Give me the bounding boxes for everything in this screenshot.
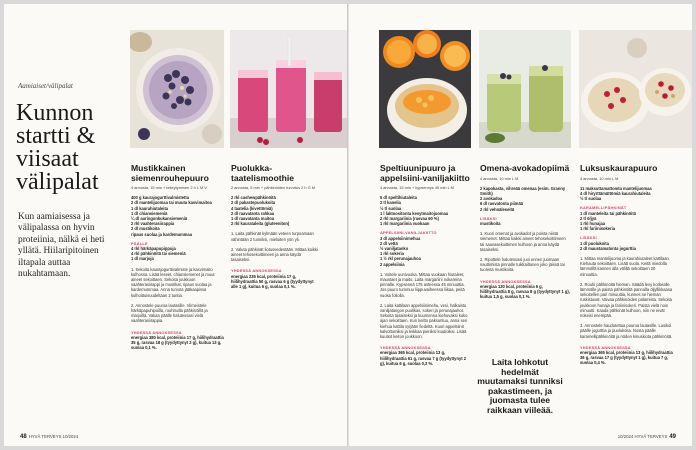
- magazine-spread: [4, 4, 692, 446]
- ingredient: 2 dl pakastepuolukoita: [231, 200, 276, 206]
- subheading: LISÄKSI: [480, 215, 497, 221]
- pull-quote: Laita lohkotut hedelmät muutamaksi tunniksi pakastimeen, ja juomasta tulee raikkaan viileää.: [477, 357, 563, 415]
- ingredient-list: [580, 241, 674, 251]
- hero-line: startti &: [16, 123, 96, 149]
- nutrition-heading: YHDESSÄ ANNOKSESSA: [480, 278, 531, 284]
- subheading: PÄÄLLE: [131, 240, 148, 246]
- left-page: [4, 4, 347, 446]
- ingredient-list: [231, 195, 321, 226]
- hero-line: välipalat: [16, 169, 99, 195]
- ingredient-list: [131, 246, 225, 262]
- ingredient: 2 tl kanelia: [380, 200, 401, 206]
- hero-title: [16, 102, 124, 194]
- ingredient: 1 rkl sokeria: [380, 251, 404, 257]
- ingredient: 1 dl kaurahiutaleita: [131, 205, 169, 211]
- recipe-step: 2. Annostele puuroa lautasille. Viimeistele härkäpapuhipuilla, rouhituilla pähkinöillä ja marjoilla. Valuta päälle halutessasi vielä vaahterasiirappia.: [131, 302, 208, 324]
- lingonberry-smoothie-photo: [230, 30, 347, 148]
- ingredient: 2 dl mantelijuomaa tai muuta kasvimaitoa: [131, 200, 212, 206]
- recipe-meta: 4 annosta, 15 min + kypsennys 45 min L M: [380, 185, 454, 190]
- ingredient-list: [480, 221, 570, 226]
- intro-text: Kun aamiaisessa ja välipalassa on hyvin proteiinia, nälkä ei heti yllätä. Hiilaripitoinen iltapala auttaa nukahtamaan.: [18, 212, 105, 280]
- ingredient: 3 dl appelsiinimehua: [380, 235, 421, 241]
- nutrition-values: energiaa 365 kcal, proteiinia 13 g, hiilihydraattia 36 g, rasvaa 17 g (tyydyttynyt 1 g), kuitua 7 g, suolaa 0,4 %.: [580, 349, 673, 366]
- ingredient: 4 taatelia (kivettömiä): [231, 205, 273, 211]
- blueberry-porridge-photo: [130, 30, 224, 148]
- recipe-blueberry-porridge: [131, 164, 225, 350]
- ingredient: 4 rkl pähkinöitä tai siemeniä: [131, 251, 186, 257]
- recipe-step: 1. Voitele uunivuoka. Mittaa vuokaan hiutaleet, maustaet ja maito. Laita margariini nokareina pinnalle. Kypsennä 175 asteessa 45 minuuttia. Jos puuro tummuu liippuvaiheessa liikaa, peitä vuoka foliolla.: [380, 271, 465, 298]
- hero-line: viisaat: [16, 146, 79, 172]
- ingredient: 2 rkl kaurataleita (gluteeniton): [231, 221, 290, 227]
- recipe-meta: 4 annosta, 10 min L M: [480, 175, 519, 181]
- recipe-step: 1. Mittaa mantelijuoma ja kaurahiutaleet kattilaan. Kiehauta sekoittaen. Lisää suola. Keitä miedolla lämmöllä kannen alla välillä sekoittaen 20 minuuttia.: [580, 255, 670, 277]
- ingredient: 1 dl chiansiemeniä: [131, 210, 168, 216]
- recipe-title: Luksuskaurapuuro: [580, 163, 658, 173]
- ingredient: 1 rkl hunajaa: [580, 220, 606, 226]
- ingredient: 2 dl raavatanta rahkaa: [231, 210, 275, 216]
- ingredient: 1 dl manteleita tai pähkinöitä: [580, 210, 636, 216]
- ingredient: 2 rkl cashewpähkinöitä: [231, 195, 276, 201]
- section-kicker: Aamiaiset/välipalat: [18, 82, 73, 90]
- ingredient: 1 rkl fariinisokeria: [580, 226, 616, 232]
- page-number: 48: [20, 434, 27, 440]
- ingredient-list: [580, 186, 674, 202]
- recipe-step: 1. Sekoita kaurajogurttivalmiste ja kasvimaito kulhossa. Lisää leseet, chiansiemenet ja muut aineet sekoittaen. Sekoita joukkoon vaahterasiirappi ja mustikat, ripaus suolaa ja kardemummaa. Anna turvota jääkaapissa kulhoittuisuudeltaan 2 tuntia.: [131, 266, 215, 298]
- ingredient: 1 rkl margariinia vuokaan: [380, 221, 430, 227]
- ingredient: ¼ dl auringonkukansiemeniä: [131, 216, 188, 222]
- recipe-step: 2. Rouhi pähkinöitä hieman. Säädä levy korkealle lämmölle ja paista pähkinöitä pannulla öljyllikkaasa sekoitellen pari minuuttia, kunnes ne hieman ruskistuvat. Vaivaa pähkinöiden palamista. Sekoita joukkoon hunaja ja fariinisokeri. Paista vielä noin minuutti. Kaada pähkinät kulhoon, niin ne eivät nokeisi enempää.: [580, 281, 673, 318]
- ingredient: 2 rkl margariinia (rasvaa 60 %): [380, 216, 439, 222]
- page-number: 49: [669, 434, 676, 440]
- ingredient: 5 dl speltihiutaleita: [380, 195, 417, 201]
- subheading: KARAMELLIPÄHKINÄT: [580, 205, 627, 211]
- recipe-title: Puolukka-taatelismoothie: [231, 163, 295, 183]
- recipe-luxury-oatmeal: [580, 164, 674, 366]
- left-folio: [18, 434, 78, 440]
- luxury-oatmeal-photo: [579, 30, 692, 148]
- ingredient: 1 l laktoositonta kevytmaitojuomaa: [380, 210, 449, 216]
- ingredient-list: [580, 211, 674, 232]
- ingredient: 2 kapokasta, vihreää omenaa (esim. Granny Smith): [480, 185, 566, 196]
- ingredient: 2 dl vettä: [380, 240, 398, 246]
- right-page: [349, 4, 692, 446]
- ingredient-list: [380, 236, 472, 267]
- nutrition-values: energiaa 130 kcal, proteiinia 6 g, hiilihydraattia 8 g, rasvaa 8 g (tyydyttynyt 1 g), kuitua 1,5 g, suolaa 0,1 %.: [480, 283, 570, 300]
- ingredient: 2 rkl vaahterasiirappia: [131, 221, 175, 227]
- recipe-title: Omena-avokadopiimä: [480, 163, 570, 173]
- ingredient: 1 dl marjoja: [131, 256, 154, 262]
- ingredient: 4 dl hiryrttämättömiä kaurahiutaleita: [580, 190, 651, 196]
- nutrition-values: energiaa 380 kcal, proteiinia 17 g, hiilihydraattia 35 g, rasvaa 18 g (tyydyttynyt 2 g), kuitua 13 g, suolaa 0,1 %.: [131, 334, 224, 351]
- ingredient: 2 rkl vehnäleseitä: [480, 206, 515, 212]
- recipe-title: Mustikkainen siemenrouhepuuro: [131, 163, 209, 183]
- recipe-step: 2. Valuta pähkinät liotusvedestään. Mittaa kaikki aineet tehosekoittimeen ja anna käydä tasaiseksi.: [231, 246, 318, 263]
- recipe-meta: 4 annosta, 10 min L M: [580, 175, 619, 181]
- ingredient-list: [480, 186, 570, 212]
- ingredient: 2 dl mustikoita: [131, 226, 160, 232]
- ingredient: ½ tl suolaa: [380, 205, 402, 211]
- ingredient-list: [380, 195, 472, 226]
- ingredient: 1 ½ rkl perunajauhoa: [380, 256, 421, 262]
- recipe-meta: 2 annosta, 5 min + pähkinöiden turvotus 2 h G M: [231, 185, 316, 190]
- nutrition-heading: YHDESSÄ ANNOKSESSA: [231, 268, 282, 274]
- ingredient: ½ tl suolaa: [580, 196, 602, 202]
- recipe-step: 2. Laita kattilaan appelsiinimehu, vesi, halkaistu vaniljatangon puolikas, sokeri ja perunajauhot. Sekoita tasaiseksi ja kuumenna kiehuvaksi koko ajan sekoittaen. Kun keitto paksuntuu, anna sen kiehua kattila syrjään fiedeltä. Kuori appelsiinit kalvottomiksi ja leikkaa pieniksi kuutioiksi. Lisää kuutiot keiton joukkoon.: [380, 302, 468, 340]
- ingredient: 2 dl maustamatonta jogurttia: [580, 245, 636, 251]
- ingredient: 400 g kaurajogurttivalmistetta: [131, 195, 190, 201]
- ingredient: ripaus suolaa ja kardemummaa: [131, 231, 192, 237]
- spelt-porridge-photo: [379, 30, 471, 148]
- magazine-issue: HYVÄ TERVEYS 10/2024: [28, 434, 79, 439]
- ingredient: 11 maksuttamattomta mantelijuomaa: [580, 185, 652, 191]
- recipe-title: Speltiuunipuuro ja appelsiini-vaniljakiitto: [380, 163, 470, 183]
- nutrition-heading: YHDESSÄ ANNOKSESSA: [580, 344, 631, 350]
- subheading: LISÄKSI: [580, 235, 597, 241]
- nutrition-values: energiaa 365 kcal, proteiinia 13 g, hiilihydraattia 61 g, rasvaa 7 g (tyydyttynyt 2 g), kuitua 6 g, suolaa 0,3 %.: [380, 350, 467, 366]
- recipe-step: 1. Kuori omenat ja avokadot ja poista niistä siemenet. Mittaa kaikki aineet tehosekoittimeen tai sauvasekoittimen kulhoon ja anna käydä tasaiseksi.: [480, 231, 566, 252]
- ingredient: ½ vaniljatanko: [380, 246, 409, 252]
- ingredient: 4 rkl härkäpapupippuja: [131, 246, 176, 252]
- ingredient-list: [131, 195, 225, 237]
- ingredient: 2 tl öljyä: [580, 215, 597, 221]
- avocado-drink-photo: [479, 30, 571, 148]
- right-folio: [618, 434, 678, 440]
- recipe-step: 3. Annostele haudutettua puuroa lautasille. Lusikoi päälle jogurttia ja puolukoita. Nosta päälle karamellipähkinöitä ja nöden kinuskiota pähkinöitä.: [580, 323, 673, 339]
- nutrition-values: energiaa 235 kcal, proteiinia 17 g, hiilihydraattia 50 g, rasvaa 6 g (tyydyttynyt alle 1 g), kuitua 6 g, suolaa 0,1 %.: [231, 273, 314, 290]
- ingredient: 2 appelsiinia: [380, 261, 405, 267]
- magazine-issue: 10/2024 HYVÄ TERVEYS: [617, 434, 668, 439]
- ingredient: 2 avokadoa: [480, 196, 503, 202]
- recipe-lingonberry-smoothie: [231, 164, 321, 289]
- ingredient: 6 dl rasvatonta piimää: [480, 201, 524, 207]
- ingredient: 1 dl puolukoita: [580, 240, 609, 246]
- ingredient: 1 dl raavatanta maitoa: [231, 216, 275, 222]
- ingredient: mustikoita: [480, 220, 501, 226]
- hero-line: Kunnon: [16, 100, 94, 126]
- recipe-step: 2. Ripottele halutessasi juoi ennen juomaan nauttimista pinnalle tuikkailtunen joko jäissä tai tuoreita mustikoita.: [480, 256, 565, 273]
- nutrition-heading: YHDESSÄ ANNOKSESSA: [380, 345, 431, 351]
- recipe-spelt-porridge: [380, 164, 472, 366]
- subheading: APPELSIINI-VANILJAKIITTO: [380, 230, 437, 236]
- recipe-meta: 4 annosta, 15 min + tekeytyminen 2 h L M V: [131, 185, 207, 190]
- nutrition-heading: YHDESSÄ ANNOKSESSA: [131, 329, 182, 335]
- recipe-step: 1. Laita pähkinät kylmään veteen turpoamaan vähintään 2 tunniksi, mieluiten yön yli.: [231, 231, 314, 242]
- recipe-apple-avocado-drink: [480, 164, 570, 299]
